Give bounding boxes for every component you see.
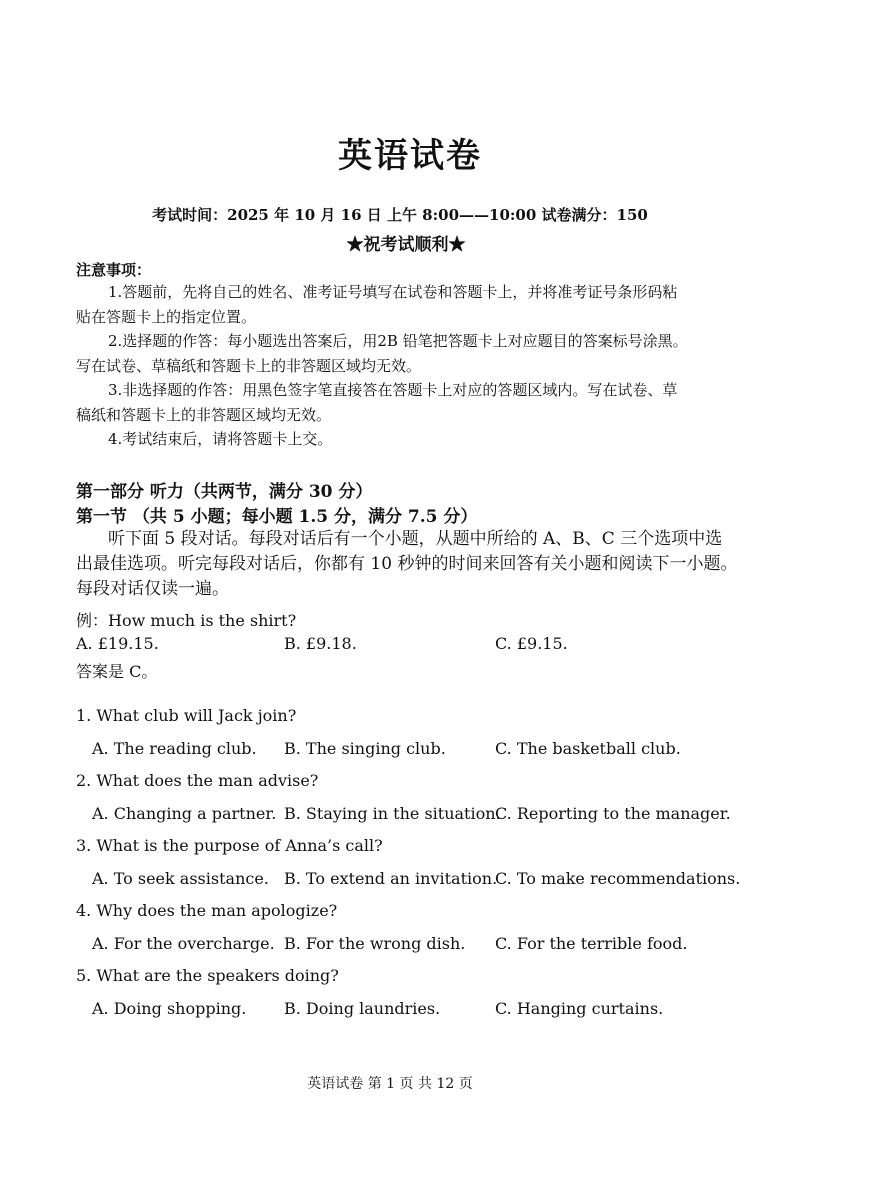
question-1-option-a: A. The reading club. [92,739,257,758]
example-option-a: A. £19.15. [76,634,159,653]
question-1-option-c: C. The basketball club. [495,739,681,758]
question-2-option-b: B. Staying in the situation. [284,804,501,823]
example-answer: 答案是 C。 [76,662,158,681]
question-3-option-a: A. To seek assistance. [92,869,269,888]
question-5-option-c: C. Hanging curtains. [495,999,664,1018]
notes-heading: 注意事项： [76,261,152,279]
question-4-option-c: C. For the terrible food. [495,934,688,953]
question-5: 5. What are the speakers doing? [76,966,339,985]
question-3-option-b: B. To extend an invitation. [284,869,498,888]
example-question: 例：How much is the shirt? [76,611,297,630]
section-heading: 第一节 （共 5 小题；每小题 1.5 分，满分 7.5 分） [76,507,478,527]
question-1-option-b: B. The singing club. [284,739,446,758]
question-2-option-a: A. Changing a partner. [92,804,277,823]
example-option-c: C. £9.15. [495,634,568,653]
note-line: 1.答题前，先将自己的姓名、准考证号填写在试卷和答题卡上，并将准考证号条形码粘 [108,283,678,301]
note-line: 稿纸和答题卡上的非答题区域均无效。 [76,405,332,424]
note-line: 3.非选择题的作答：用黑色签字笔直接答在答题卡上对应的答题区域内。写在试卷、草 [108,381,678,399]
instruction-line: 每段对话仅读一遍。 [76,579,229,599]
question-4-option-a: A. For the overcharge. [92,934,275,953]
example-option-b: B. £9.18. [284,634,357,653]
question-4-option-b: B. For the wrong dish. [284,934,466,953]
instruction-line: 出最佳选项。听完每段对话后，你都有 10 秒钟的时间来回答有关小题和阅读下一小题。 [76,554,738,574]
question-2-option-c: C. Reporting to the manager. [495,804,731,823]
question-1: 1. What club will Jack join? [76,706,297,725]
question-5-option-a: A. Doing shopping. [92,999,247,1018]
note-line: 写在试卷、草稿纸和答题卡上的非答题区域均无效。 [76,356,422,375]
note-line: 2.选择题的作答：每小题选出答案后，用2B 铅笔把答题卡上对应题目的答案标号涂黑。 [108,332,688,350]
exam-info: 考试时间：2025 年 10 月 16 日 上午 8:00——10:00 试卷满分：150 [152,206,648,224]
question-5-option-b: B. Doing laundries. [284,999,441,1018]
question-2: 2. What does the man advise? [76,771,319,790]
page-title: 英语试卷 [338,136,482,176]
question-3-option-c: C. To make recommendations. [495,869,741,888]
notes-block [76,280,746,452]
note-line: 贴在答题卡上的指定位置。 [76,307,257,326]
good-luck-banner: ★祝考试顺利★ [346,235,466,255]
question-3: 3. What is the purpose of Anna’s call? [76,836,383,855]
note-line: 4.考试结束后，请将答题卡上交。 [108,430,333,448]
example-options [76,634,776,658]
question-4: 4. Why does the man apologize? [76,901,338,920]
instruction-line: 听下面 5 段对话。每段对话后有一个小题，从题中所给的 A、B、C 三个选项中选 [108,529,723,549]
instructions [76,527,756,602]
part-heading: 第一部分 听力（共两节，满分 30 分） [76,482,373,502]
page-footer: 英语试卷 第 1 页 共 12 页 [307,1076,473,1092]
